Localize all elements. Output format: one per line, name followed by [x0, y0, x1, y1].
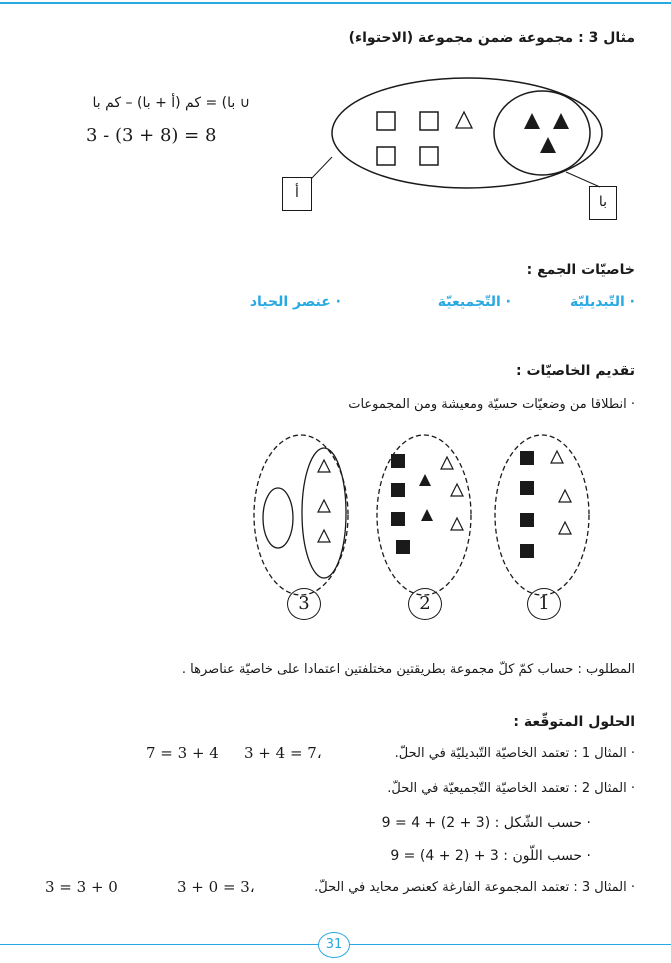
triangle-outline-shape [318, 530, 330, 542]
set-1-ellipse [495, 435, 589, 595]
example3-title: مثال 3 : مجموعة ضمن مجموعة (الاحتواء) [348, 30, 635, 46]
solution-ex1-math-a: 3 + 4 = 7، [244, 744, 322, 762]
task-text: المطلوب : حساب كمّ كلّ مجموعة بطريقتين مختلفتين اعتمادا على خاصيّة عناصرها . [181, 662, 635, 677]
square-shape [420, 147, 438, 165]
square-filled-shape [520, 481, 534, 495]
triangle-outline-shape [451, 518, 463, 530]
set-number-3: 3 [287, 588, 321, 620]
square-filled-shape [520, 544, 534, 558]
properties-title: خاصيّات الجمع : [526, 262, 635, 278]
triangle-filled-shape [419, 474, 431, 486]
square-shape [420, 112, 438, 130]
page-number: 31 [318, 932, 350, 958]
triangle-outline-shape [551, 451, 563, 463]
square-filled-shape [391, 483, 405, 497]
set-3-empty-ellipse [263, 488, 293, 548]
solution-ex3-math-a: 3 + 0 = 3، [177, 878, 255, 896]
square-filled-shape [396, 540, 410, 554]
set-number-2: 2 [408, 588, 442, 620]
set-ba-ellipse [494, 91, 590, 175]
square-filled-shape [520, 451, 534, 465]
property-associative: · التّجميعيّة [437, 294, 511, 310]
triangle-outline-shape [559, 522, 571, 534]
property-identity: · عنصر الحياد [249, 294, 341, 310]
triangle-outline-shape [456, 112, 472, 128]
square-filled-shape [391, 512, 405, 526]
square-shape [377, 112, 395, 130]
example3-diagram [270, 75, 630, 225]
square-filled-shape [391, 454, 405, 468]
triangle-outline-shape [318, 500, 330, 512]
solutions-title: الحلول المتوقّعة : [513, 714, 635, 730]
triangle-outline-shape [441, 457, 453, 469]
property-commutative: · التّبديليّة [570, 294, 635, 310]
triangle-outline-shape [559, 490, 571, 502]
solution-ex1-math-b: 7 = 3 + 4 [146, 744, 219, 762]
set-a-label: أ [282, 177, 312, 211]
set-ba-label: با [589, 186, 617, 220]
top-rule [0, 2, 671, 4]
example3-formula-text: ∪ با) = كم (أ + با) – كم با [92, 95, 250, 111]
intro-line: · انطلاقا من وضعيّات حسيّة ومعيشة ومن المجموعات [348, 397, 635, 412]
triangle-filled-shape [553, 113, 569, 129]
square-filled-shape [520, 513, 534, 527]
triangle-filled-shape [421, 509, 433, 521]
pointer-line-a [311, 157, 332, 179]
solution-ex1-text: · المثال 1 : تعتمد الخاصيّة التّبديليّة في الحلّ. [394, 746, 635, 761]
square-shape [377, 147, 395, 165]
triangle-filled-shape [540, 137, 556, 153]
set-number-1: 1 [527, 588, 561, 620]
intro-title: تقديم الخاصيّات : [516, 363, 635, 379]
example3-formula-math: 3 - (3 + 8) = 8 [86, 125, 217, 146]
triangle-outline-shape [451, 484, 463, 496]
set-3-inner-ellipse [302, 448, 346, 578]
solution-ex2-shape: · حسب الشّكل : (3 + 2) + 4 = 9 [381, 815, 591, 831]
solution-ex3-text: · المثال 3 : تعتمد المجموعة الفارغة كعنصر محايد في الحلّ. [314, 880, 635, 895]
pointer-line-ba [566, 172, 600, 187]
triangle-outline-shape [318, 460, 330, 472]
solution-ex3-math-b: 3 = 3 + 0 [45, 878, 118, 896]
solution-ex2-text: · المثال 2 : تعتمد الخاصيّة التّجميعيّة في الحلّ. [387, 781, 635, 796]
triangle-filled-shape [524, 113, 540, 129]
solution-ex2-color: · حسب اللّون : 3 + (2 + 4) = 9 [390, 848, 591, 864]
